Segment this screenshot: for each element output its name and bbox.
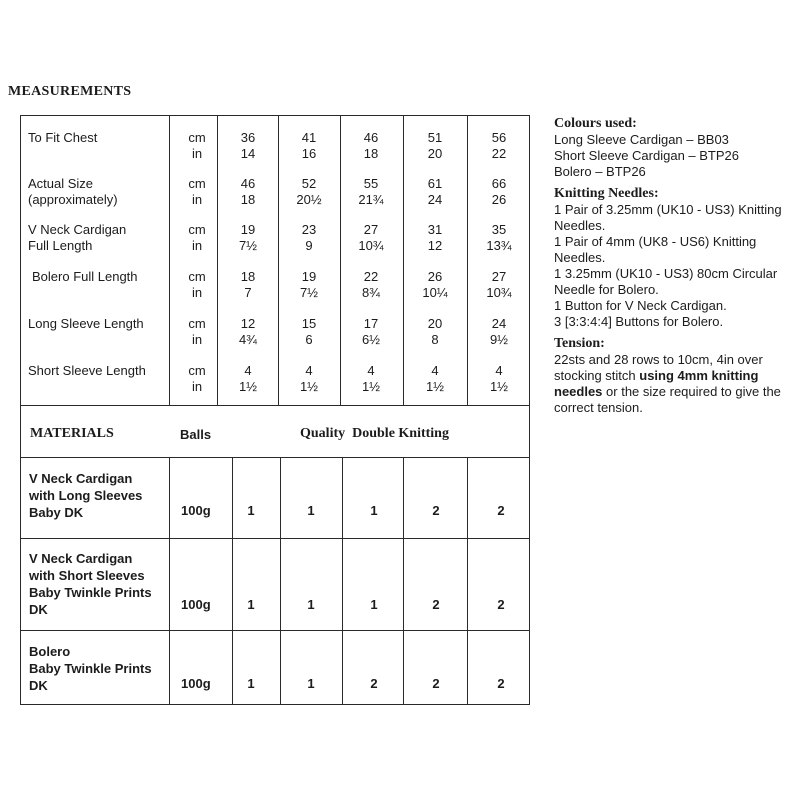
- cm-value: 19: [240, 222, 256, 237]
- in-value: 4¾: [238, 332, 258, 347]
- in-value: 24: [427, 192, 443, 207]
- in-value: 18: [363, 146, 379, 161]
- in-value: 7: [244, 285, 252, 300]
- cm-value: 36: [240, 130, 256, 145]
- cm-value: 66: [491, 176, 507, 191]
- table-row-divider: [20, 538, 530, 539]
- page-title: MEASUREMENTS: [8, 84, 132, 99]
- cm-value: 35: [491, 222, 507, 237]
- ball-count: 2: [432, 503, 440, 518]
- in-value: 12: [427, 238, 443, 253]
- needle-line: 3 [3:3:4:4] Buttons for Bolero.: [554, 314, 724, 329]
- tension-needle-size: using 4mm knitting needles: [554, 368, 759, 399]
- in-value: 1½: [299, 379, 319, 394]
- table-column-divider: [169, 457, 170, 705]
- table-row-divider: [20, 630, 530, 631]
- unit-cm: cm: [188, 176, 206, 191]
- unit-in: in: [191, 146, 203, 161]
- tension-section: [554, 335, 794, 416]
- ball-count: 1: [247, 503, 255, 518]
- in-value: 1½: [361, 379, 381, 394]
- cm-value: 52: [301, 176, 317, 191]
- cm-value: 41: [301, 130, 317, 145]
- cm-value: 4: [305, 363, 313, 378]
- in-value: 18: [240, 192, 256, 207]
- table-column-divider: [232, 457, 233, 705]
- ball-weight: 100g: [181, 503, 211, 518]
- cm-value: 24: [491, 316, 507, 331]
- ball-count: 1: [370, 503, 378, 518]
- table-column-divider: [467, 115, 468, 405]
- needle-line: 1 3.25mm (UK10 - US3) 80cm Circular Needle for Bolero.: [554, 266, 778, 297]
- cm-value: 12: [240, 316, 256, 331]
- cm-value: 15: [301, 316, 317, 331]
- ball-count: 2: [370, 676, 378, 691]
- measurement-label: Short Sleeve Length: [28, 363, 146, 378]
- in-value: 1½: [489, 379, 509, 394]
- ball-count: 1: [247, 597, 255, 612]
- ball-count: 1: [307, 597, 315, 612]
- unit-cm: cm: [188, 363, 206, 378]
- needles-heading: Knitting Needles:: [554, 186, 659, 201]
- tension-heading: Tension:: [554, 336, 605, 351]
- colours-section: [554, 115, 794, 180]
- cm-value: 23: [301, 222, 317, 237]
- in-value: 7½: [299, 285, 319, 300]
- in-value: 8¾: [361, 285, 381, 300]
- in-value: 20½: [296, 192, 322, 207]
- table-column-divider: [342, 457, 343, 705]
- in-value: 6: [305, 332, 313, 347]
- in-value: 21¾: [358, 192, 384, 207]
- in-value: 9: [305, 238, 313, 253]
- table-row-divider: [20, 405, 530, 406]
- ball-count: 1: [307, 676, 315, 691]
- ball-count: 2: [432, 676, 440, 691]
- measurement-label: Full Length: [28, 238, 93, 253]
- cm-value: 19: [301, 269, 317, 284]
- unit-cm: cm: [188, 222, 206, 237]
- measurement-label: To Fit Chest: [28, 130, 98, 145]
- ball-weight: 100g: [181, 676, 211, 691]
- cm-value: 20: [427, 316, 443, 331]
- table-column-divider: [280, 457, 281, 705]
- material-label: with Short Sleeves: [29, 568, 145, 583]
- in-value: 8: [431, 332, 439, 347]
- cm-value: 31: [427, 222, 443, 237]
- cm-value: 4: [244, 363, 252, 378]
- material-label: DK: [29, 678, 48, 693]
- table-row-divider: [20, 457, 530, 458]
- in-value: 9½: [489, 332, 509, 347]
- in-value: 22: [491, 146, 507, 161]
- colour-line: Bolero – BTP26: [554, 164, 646, 179]
- ball-count: 2: [497, 597, 505, 612]
- ball-count: 2: [497, 676, 505, 691]
- tension-text: 22sts and 28 rows to 10cm, 4in over stocking stitch using 4mm knitting needles or the size required to give the correct tension.: [554, 352, 781, 415]
- table-column-divider: [169, 115, 170, 405]
- cm-value: 56: [491, 130, 507, 145]
- balls-heading: Balls: [180, 427, 212, 442]
- ball-count: 1: [307, 503, 315, 518]
- unit-cm: cm: [188, 269, 206, 284]
- ball-weight: 100g: [181, 597, 211, 612]
- material-label: with Long Sleeves: [29, 488, 143, 503]
- in-value: 1½: [425, 379, 445, 394]
- needle-line: 1 Pair of 4mm (UK8 - US6) Knitting Needles.: [554, 234, 757, 265]
- unit-in: in: [191, 192, 203, 207]
- in-value: 10¼: [422, 285, 448, 300]
- measurement-label: Long Sleeve Length: [28, 316, 144, 331]
- material-label: Baby Twinkle Prints: [29, 661, 152, 676]
- in-value: 14: [240, 146, 256, 161]
- unit-cm: cm: [188, 130, 206, 145]
- table-column-divider: [403, 457, 404, 705]
- ball-count: 1: [370, 597, 378, 612]
- ball-count: 2: [497, 503, 505, 518]
- material-label: Baby Twinkle Prints: [29, 585, 152, 600]
- in-value: 7½: [238, 238, 258, 253]
- material-label: DK: [29, 602, 48, 617]
- cm-value: 4: [431, 363, 439, 378]
- cm-value: 46: [363, 130, 379, 145]
- cm-value: 55: [363, 176, 379, 191]
- cm-value: 4: [367, 363, 375, 378]
- materials-heading: MATERIALS: [30, 426, 114, 441]
- in-value: 16: [301, 146, 317, 161]
- material-label: Baby DK: [29, 505, 84, 520]
- needles-section: [554, 185, 794, 330]
- unit-in: in: [191, 332, 203, 347]
- unit-in: in: [191, 285, 203, 300]
- in-value: 10¾: [358, 238, 384, 253]
- measurement-label: V Neck Cardigan: [28, 222, 127, 237]
- in-value: 6½: [361, 332, 381, 347]
- in-value: 20: [427, 146, 443, 161]
- needle-line: 1 Pair of 3.25mm (UK10 - US3) Knitting Needles.: [554, 202, 782, 233]
- table-column-divider: [403, 115, 404, 405]
- cm-value: 61: [427, 176, 443, 191]
- cm-value: 4: [495, 363, 503, 378]
- colours-heading: Colours used:: [554, 116, 637, 131]
- cm-value: 27: [363, 222, 379, 237]
- material-label: Bolero: [29, 644, 71, 659]
- unit-in: in: [191, 379, 203, 394]
- needle-line: 1 Button for V Neck Cardigan.: [554, 298, 727, 313]
- cm-value: 46: [240, 176, 256, 191]
- in-value: 26: [491, 192, 507, 207]
- cm-value: 26: [427, 269, 443, 284]
- cm-value: 18: [240, 269, 256, 284]
- measurement-label: Bolero Full Length: [32, 269, 138, 284]
- material-label: V Neck Cardigan: [29, 551, 133, 566]
- cm-value: 27: [491, 269, 507, 284]
- table-column-divider: [467, 457, 468, 705]
- measurement-label: (approximately): [28, 192, 118, 207]
- measurement-label: Actual Size: [28, 176, 94, 191]
- in-value: 1½: [238, 379, 258, 394]
- unit-cm: cm: [188, 316, 206, 331]
- colour-line: Long Sleeve Cardigan – BB03: [554, 132, 729, 147]
- colour-line: Short Sleeve Cardigan – BTP26: [554, 148, 739, 163]
- cm-value: 22: [363, 269, 379, 284]
- cm-value: 17: [363, 316, 379, 331]
- ball-count: 2: [432, 597, 440, 612]
- cm-value: 51: [427, 130, 443, 145]
- unit-in: in: [191, 238, 203, 253]
- material-label: V Neck Cardigan: [29, 471, 133, 486]
- in-value: 13¾: [486, 238, 512, 253]
- quality-heading: Quality Double Knitting: [300, 426, 449, 441]
- ball-count: 1: [247, 676, 255, 691]
- in-value: 10¾: [486, 285, 512, 300]
